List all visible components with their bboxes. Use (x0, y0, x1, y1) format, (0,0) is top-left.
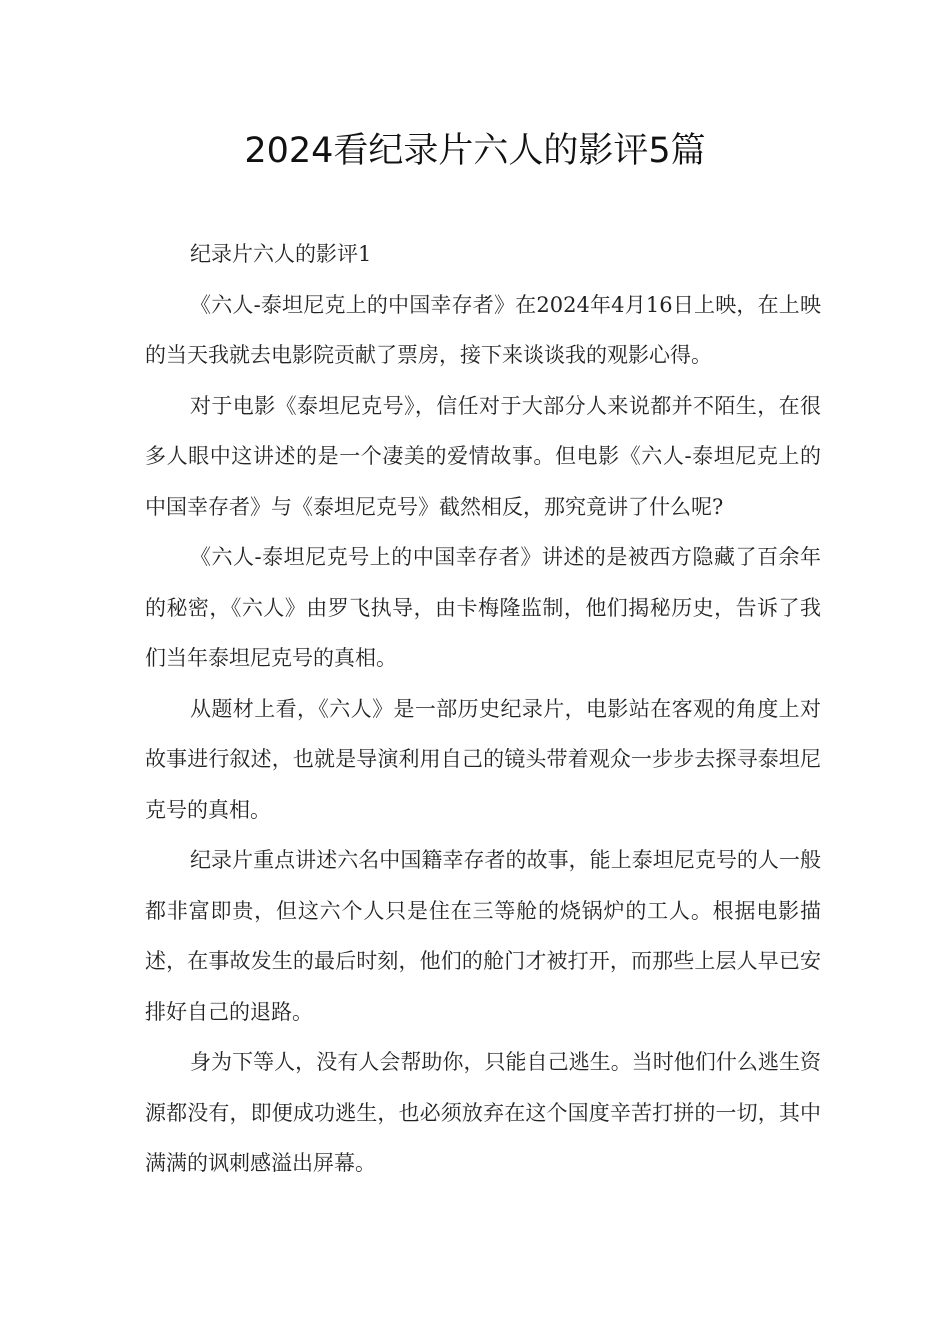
paragraph: 《六人-泰坦尼克上的中国幸存者》在2024年4月16日上映，在上映的当天我就去电影院贡献了票房，接下来谈谈我的观影心得。 (145, 292, 821, 367)
document-body (145, 229, 821, 1189)
paragraph: 《六人-泰坦尼克号上的中国幸存者》讲述的是被西方隐藏了百余年的秘密，《六人》由罗飞执导，由卡梅隆监制，他们揭秘历史，告诉了我们当年泰坦尼克号的真相。 (145, 545, 821, 670)
paragraph-review-heading: 纪录片六人的影评1 (190, 242, 372, 266)
paragraph: 对于电影《泰坦尼克号》，信任对于大部分人来说都并不陌生，在很多人眼中这讲述的是一个凄美的爱情故事。但电影《六人-泰坦尼克上的中国幸存者》与《泰坦尼克号》截然相反，那究竟讲了什么呢? (145, 393, 821, 519)
paragraph: 身为下等人，没有人会帮助你，只能自己逃生。当时他们什么逃生资源都没有，即便成功逃生，也必须放弃在这个国度辛苦打拼的一切，其中满满的讽刺感溢出屏幕。 (145, 1050, 821, 1175)
paragraph: 纪录片重点讲述六名中国籍幸存者的故事，能上泰坦尼克号的人一般都非富即贵，但这六个人只是住在三等舱的烧锅炉的工人。根据电影描述，在事故发生的最后时刻，他们的舱门才被打开，而那些上层人早已安排好自己的退路。 (145, 848, 821, 1024)
paragraph: 从题材上看，《六人》是一部历史纪录片，电影站在客观的角度上对故事进行叙述，也就是导演利用自己的镜头带着观众一步步去探寻泰坦尼克号的真相。 (145, 696, 821, 822)
document-title: 2024看纪录片六人的影评5篇 (244, 131, 706, 171)
